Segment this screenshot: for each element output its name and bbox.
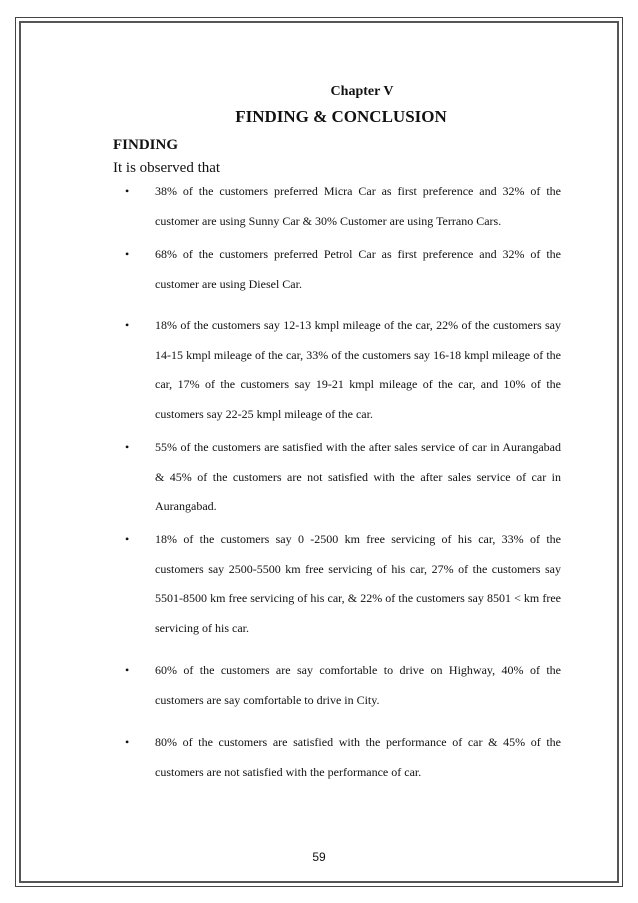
finding-item-6 <box>113 656 561 715</box>
finding-text: 68% of the customers preferred Petrol Car as first preference and 32% of the customer are using Diesel Car. <box>155 247 561 291</box>
bullet-icon: • <box>125 318 130 332</box>
bullet-icon: • <box>125 663 130 677</box>
finding-item-3 <box>113 311 561 429</box>
page-title: FINDING & CONCLUSION <box>235 107 447 126</box>
bullet-icon: • <box>125 532 130 546</box>
finding-text: 60% of the customers are say comfortable to drive on Highway, 40% of the customers are say comfortable to drive in City. <box>155 663 561 707</box>
finding-item-2 <box>113 240 561 299</box>
finding-item-4 <box>113 433 561 522</box>
finding-item-1 <box>113 177 561 236</box>
finding-item-7 <box>113 728 561 787</box>
page-number: 59 <box>312 850 326 864</box>
bullet-icon: • <box>125 735 130 749</box>
finding-item-5 <box>113 525 561 643</box>
bullet-icon: • <box>125 247 130 261</box>
section-heading: FINDING <box>113 137 179 153</box>
bullet-icon: • <box>125 440 130 454</box>
finding-text: 55% of the customers are satisfied with the after sales service of car in Aurangabad & 45% of the customers are not satisfied with the after sales service of car in Aurangabad. <box>155 440 561 513</box>
finding-text: 80% of the customers are satisfied with the performance of car & 45% of the customers are not satisfied with the performance of car. <box>155 735 561 779</box>
intro-text: It is observed that <box>113 160 221 176</box>
finding-text: 18% of the customers say 0 -2500 km free servicing of his car, 33% of the customers say 2500-5500 km free servicing of his car, 27% of the customers say 5501-8500 km free servicing of his car, & 22% of the customers say 8501 < km free servicing of his car. <box>155 532 561 635</box>
chapter-label: Chapter V <box>330 84 394 99</box>
finding-text: 38% of the customers preferred Micra Car as first preference and 32% of the customer are using Sunny Car & 30% Customer are using Terrano Cars. <box>155 184 561 228</box>
bullet-icon: • <box>125 184 130 198</box>
finding-text: 18% of the customers say 12-13 kmpl mileage of the car, 22% of the customers say 14-15 kmpl mileage of the car, 33% of the customers say 16-18 kmpl mileage of the car, 17% of the customers say 19-21 kmpl mileage of the car, and 10% of the customers say 22-25 kmpl mileage of the car. <box>155 318 561 421</box>
